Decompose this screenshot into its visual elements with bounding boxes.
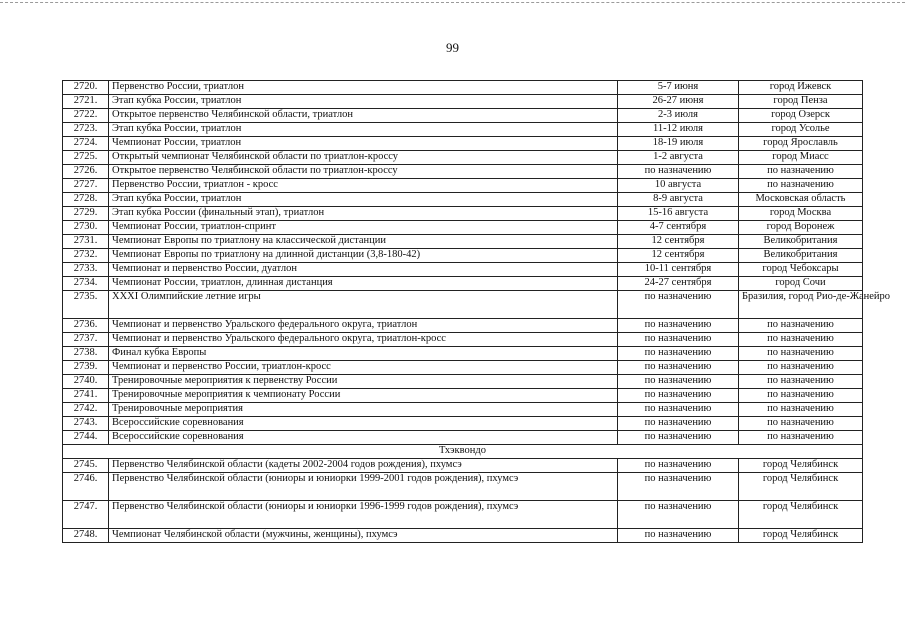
event-place: по назначению [739,403,863,417]
event-name: Чемпионат Челябинской области (мужчины, женщины), пхумсэ [109,529,618,543]
event-name: Чемпионат России, триатлон [109,137,618,151]
event-place: по назначению [739,179,863,193]
table-row [63,95,863,109]
event-place: по назначению [739,165,863,179]
table-row [63,319,863,333]
event-name: Первенство Челябинской области (юниоры и юниорки 1999-2001 годов рождения), пхумсэ [109,473,618,501]
event-place: Великобритания [739,235,863,249]
event-name: Чемпионат Европы по триатлону на длинной дистанции (3,8-180-42) [109,249,618,263]
row-number: 2739. [63,361,109,375]
table-row [63,361,863,375]
event-name: Тренировочные мероприятия [109,403,618,417]
event-name: Чемпионат и первенство Уральского федерального округа, триатлон-кросс [109,333,618,347]
event-date: по назначению [618,375,739,389]
event-place: город Челябинск [739,501,863,529]
event-date: 10 августа [618,179,739,193]
event-date: по назначению [618,529,739,543]
event-date: по назначению [618,291,739,319]
row-number: 2744. [63,431,109,445]
event-place: город Челябинск [739,459,863,473]
event-date: 1-2 августа [618,151,739,165]
event-place: город Усолье [739,123,863,137]
row-number: 2748. [63,529,109,543]
row-number: 2729. [63,207,109,221]
row-number: 2725. [63,151,109,165]
event-place: город Озерск [739,109,863,123]
table-row [63,249,863,263]
event-name: Первенство Челябинской области (кадеты 2002-2004 годов рождения), пхумсэ [109,459,618,473]
event-name: Этап кубка России (финальный этап), триатлон [109,207,618,221]
event-place: город Чебоксары [739,263,863,277]
event-date: по назначению [618,431,739,445]
event-place: Бразилия, город Рио-де-Жанейро [739,291,863,319]
event-date: по назначению [618,501,739,529]
row-number: 2740. [63,375,109,389]
row-number: 2726. [63,165,109,179]
table-row [63,347,863,361]
event-date: по назначению [618,389,739,403]
event-place: по назначению [739,361,863,375]
row-number: 2743. [63,417,109,431]
table-row [63,151,863,165]
top-page-rule [0,2,905,3]
event-date: 8-9 августа [618,193,739,207]
event-date: 26-27 июня [618,95,739,109]
event-name: XXXI Олимпийские летние игры [109,291,618,319]
event-date: по назначению [618,403,739,417]
event-name: Первенство России, триатлон - кросс [109,179,618,193]
event-place: по назначению [739,347,863,361]
event-place: по назначению [739,417,863,431]
row-number: 2738. [63,347,109,361]
event-name: Открытый чемпионат Челябинской области по триатлон-кроссу [109,151,618,165]
event-date: 10-11 сентября [618,263,739,277]
event-date: по назначению [618,333,739,347]
table-row [63,291,863,319]
table-row [63,235,863,249]
table-row [63,375,863,389]
row-number: 2721. [63,95,109,109]
event-date: 12 сентября [618,249,739,263]
table-row [63,109,863,123]
event-name: Чемпионат России, триатлон, длинная дистанция [109,277,618,291]
section-row [63,445,863,459]
events-table-body [63,81,891,543]
event-name: Чемпионат России, триатлон-спринт [109,221,618,235]
page-number: 99 [446,40,459,55]
events-table [62,80,891,543]
row-number: 2736. [63,319,109,333]
event-place: Московская область [739,193,863,207]
table-row [63,165,863,179]
row-number: 2723. [63,123,109,137]
event-date: по назначению [618,165,739,179]
event-name: Всероссийские соревнования [109,417,618,431]
event-place: город Сочи [739,277,863,291]
event-name: Чемпионат и первенство Уральского федерального округа, триатлон [109,319,618,333]
event-name: Тренировочные мероприятия к чемпионату России [109,389,618,403]
table-row [63,333,863,347]
event-place: по назначению [739,389,863,403]
event-place: город Челябинск [739,473,863,501]
event-date: 4-7 сентября [618,221,739,235]
row-number: 2745. [63,459,109,473]
event-date: 18-19 июля [618,137,739,151]
event-date: 12 сентября [618,235,739,249]
event-place: город Воронеж [739,221,863,235]
event-name: Открытое первенство Челябинской области по триатлон-кроссу [109,165,618,179]
row-number: 2735. [63,291,109,319]
event-name: Чемпионат и первенство России, триатлон-кросс [109,361,618,375]
event-place: по назначению [739,333,863,347]
row-number: 2746. [63,473,109,501]
event-place: город Челябинск [739,529,863,543]
event-place: город Москва [739,207,863,221]
event-name: Финал кубка Европы [109,347,618,361]
table-row [63,221,863,235]
event-date: по назначению [618,347,739,361]
table-row [63,431,863,445]
table-row [63,473,863,501]
event-date: по назначению [618,473,739,501]
row-number: 2730. [63,221,109,235]
event-place: город Пенза [739,95,863,109]
event-date: 11-12 июля [618,123,739,137]
row-number: 2727. [63,179,109,193]
table-row [63,193,863,207]
row-number: 2731. [63,235,109,249]
row-number: 2720. [63,81,109,95]
event-place: по назначению [739,431,863,445]
event-date: 24-27 сентября [618,277,739,291]
event-date: по назначению [618,417,739,431]
row-number: 2722. [63,109,109,123]
row-number: 2741. [63,389,109,403]
event-name: Чемпионат Европы по триатлону на классической дистанции [109,235,618,249]
table-row [63,263,863,277]
event-name: Этап кубка России, триатлон [109,193,618,207]
event-date: по назначению [618,459,739,473]
table-row [63,137,863,151]
event-date: 15-16 августа [618,207,739,221]
table-row [63,277,863,291]
table-row [63,417,863,431]
row-number: 2742. [63,403,109,417]
event-date: 2-3 июля [618,109,739,123]
event-date: по назначению [618,319,739,333]
table-row [63,81,863,95]
event-place: город Ярославль [739,137,863,151]
event-place: город Миасс [739,151,863,165]
row-number: 2733. [63,263,109,277]
event-name: Чемпионат и первенство России, дуатлон [109,263,618,277]
event-name: Этап кубка России, триатлон [109,123,618,137]
event-name: Всероссийские соревнования [109,431,618,445]
table-row [63,207,863,221]
table-row [63,389,863,403]
table-row [63,403,863,417]
table-row [63,501,863,529]
event-name: Открытое первенство Челябинской области, триатлон [109,109,618,123]
row-number: 2724. [63,137,109,151]
event-place: Великобритания [739,249,863,263]
event-date: 5-7 июня [618,81,739,95]
event-name: Первенство Челябинской области (юниоры и юниорки 1996-1999 годов рождения), пхумсэ [109,501,618,529]
event-place: по назначению [739,319,863,333]
table-row [63,459,863,473]
row-number: 2734. [63,277,109,291]
row-number: 2728. [63,193,109,207]
event-name: Первенство России, триатлон [109,81,618,95]
event-name: Этап кубка России, триатлон [109,95,618,109]
event-name: Тренировочные мероприятия к первенству России [109,375,618,389]
section-title: Тхэквондо [63,445,863,459]
event-date: по назначению [618,361,739,375]
row-number: 2747. [63,501,109,529]
event-place: по назначению [739,375,863,389]
event-place: город Ижевск [739,81,863,95]
table-row [63,179,863,193]
table-row [63,123,863,137]
row-number: 2732. [63,249,109,263]
table-row [63,529,863,543]
row-number: 2737. [63,333,109,347]
